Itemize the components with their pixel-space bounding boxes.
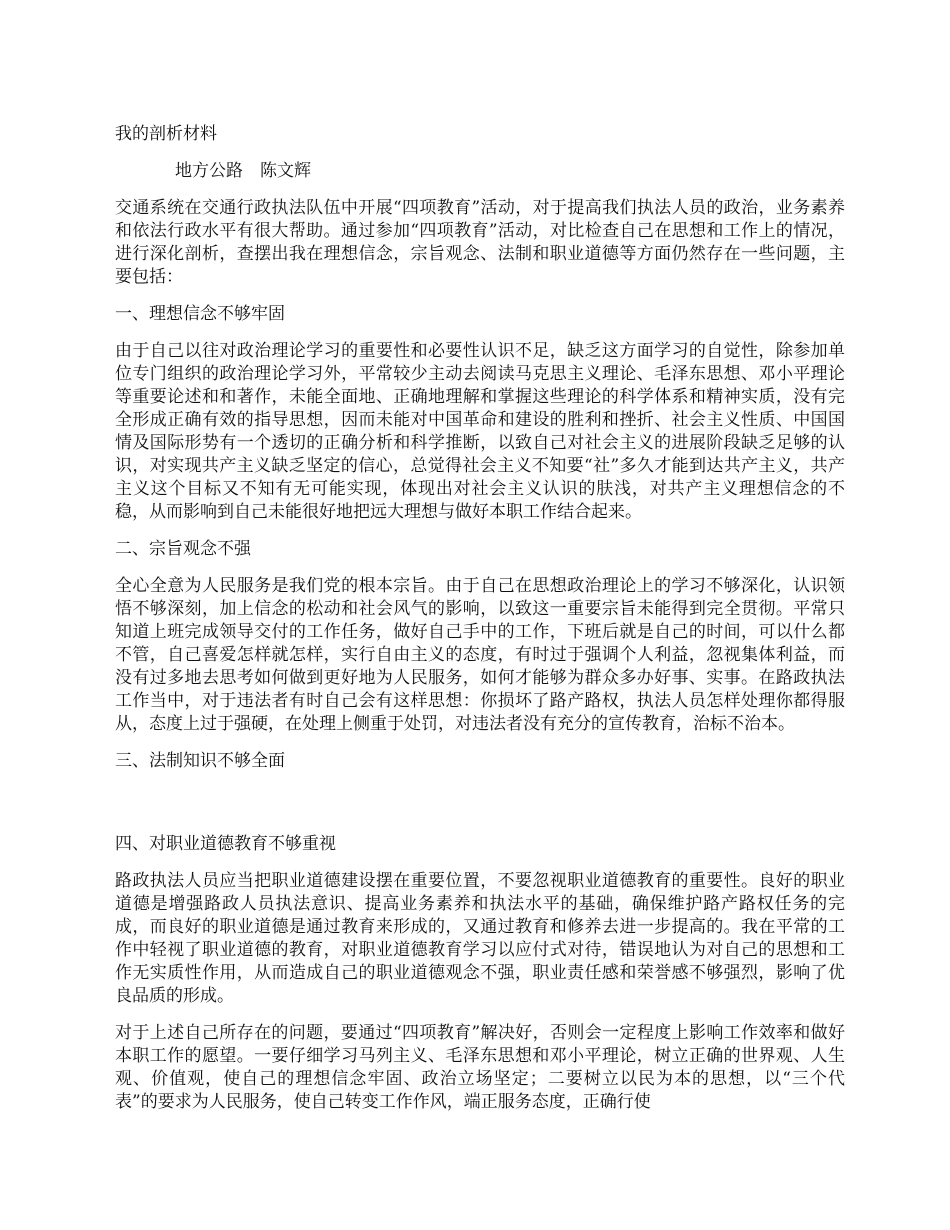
section-1-heading: 一、理想信念不够牢固 [115,304,285,324]
section-2-heading: 二、宗旨观念不强 [115,539,251,559]
intro-paragraph: 交通系统在交通行政执法队伍中开展“四项教育”活动，对于提高我们执法人员的政治，业务素养和依法行政水平有很大帮助。通过参加“四项教育”活动，对比检查自己在思想和工作上的情况，进行深化剖析，查摆出我在理想信念，宗旨观念、法制和职业道德等方面仍然存在一些问题，主要包括： [115,198,845,287]
section-2-body: 全心全意为人民服务是我们党的根本宗旨。由于自己在思想政治理论上的学习不够深化，认识领悟不够深刻，加上信念的松动和社会风气的影响，以致这一重要宗旨未能得到完全贯彻。平常只知道上班完成领导交付的工作任务，做好自己手中的工作，下班后就是自己的时间，可以什么都不管，自己喜爱怎样就怎样，实行自由主义的态度，有时过于强调个人利益，忽视集体利益，而没有过多地去思考如何做到更好地为人民服务，如何才能够为群众多办好事、实事。在路政执法工作当中，对于违法者有时自己会有这样思想：你损坏了路产路权，执法人员怎样处理你都得服从，态度上过于强硬，在处理上侧重于处罚，对违法者没有充分的宣传教育，治标不治本。 [115,576,845,734]
document-page [115,123,845,1128]
section-4-heading: 四、对职业道德教育不够重视 [115,834,336,854]
closing-paragraph: 对于上述自己所存在的问题，要通过“四项教育”解决好，否则会一定程度上影响工作效率和做好本职工作的愿望。一要仔细学习马列主义、毛泽东思想和邓小平理论，树立正确的世界观、人生观、价值观，使自己的理想信念牢固、政治立场坚定；二要树立以民为本的思想，以“三个代表”的要求为人民服务，使自己转变工作作风，端正服务态度，正确行使 [115,1023,845,1112]
section-3-heading: 三、法制知识不够全面 [115,751,285,771]
document-title: 我的剖析材料 [115,124,217,144]
section-4-body: 路政执法人员应当把职业道德建设摆在重要位置，不要忽视职业道德教育的重要性。良好的职业道德是增强路政人员执法意识、提高业务素养和执法水平的基础，确保维护路产路权任务的完成，而良好的职业道德是通过教育来形成的，又通过教育和修养去进一步提高的。我在平常的工作中轻视了职业道德的教育，对职业道德教育学习以应付式对待，错误地认为对自己的思想和工作无实质性作用，从而造成自己的职业道德观念不强，职业责任感和荣誉感不够强烈，影响了优良品质的形成。 [115,871,845,1006]
section-1-body: 由于自己以往对政治理论学习的重要性和必要性认识不足，缺乏这方面学习的自觉性，除参加单位专门组织的政治理论学习外，平常较少主动去阅读马克思主义理论、毛泽东思想、邓小平理论等重要论述和和著作，未能全面地、正确地理解和掌握这些理论的科学体系和精神实质，没有完全形成正确有效的指导思想，因而未能对中国革命和建设的胜利和挫折、社会主义性质、中国国情及国际形势有一个透切的正确分析和科学推断，以致自己对社会主义的进展阶段缺乏足够的认识，对实现共产主义缺乏坚定的信心，总觉得社会主义不知要“社”多久才能到达共产主义，共产主义这个目标又不知有无可能实现，体现出对社会主义认识的肤浅，对共产主义理想信念的不稳，从而影响到自己未能很好地把远大理想与做好本职工作结合起来。 [115,341,845,522]
document-author: 地方公路 陈文辉 [175,161,311,181]
